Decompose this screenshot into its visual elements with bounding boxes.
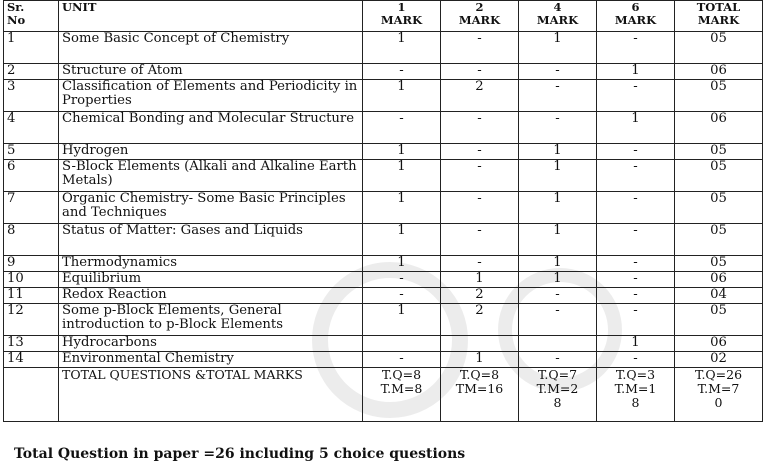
table-row <box>4 224 763 256</box>
header-4-mark: 4 MARK <box>519 1 597 32</box>
four-mark-cell: - <box>519 288 597 304</box>
six-mark-cell: - <box>597 272 675 288</box>
header-row <box>4 1 763 32</box>
two-mark-cell: 2 <box>441 304 519 336</box>
one-mark-cell: 1 <box>363 304 441 336</box>
sr-no-cell: 4 <box>4 112 59 144</box>
totals-label: TOTAL QUESTIONS &TOTAL MARKS <box>59 368 363 422</box>
four-mark-cell: - <box>519 304 597 336</box>
two-mark-cell: 2 <box>441 288 519 304</box>
table-row <box>4 160 763 192</box>
header-unit: UNIT <box>59 1 363 32</box>
total-mark-cell: 06 <box>675 272 763 288</box>
totals-two-mark-cell: T.Q=8 TM=16 <box>441 368 519 422</box>
sr-no-cell: 6 <box>4 160 59 192</box>
six-mark-cell: - <box>597 144 675 160</box>
header-total-mark: TOTAL MARK <box>675 1 763 32</box>
two-mark-cell: 1 <box>441 272 519 288</box>
four-mark-cell: - <box>519 112 597 144</box>
unit-name-cell: Classification of Elements and Periodicity in Properties <box>59 80 363 112</box>
one-mark-cell: 1 <box>363 144 441 160</box>
unit-name-cell: Thermodynamics <box>59 256 363 272</box>
sr-no-cell: 11 <box>4 288 59 304</box>
four-mark-cell: - <box>519 352 597 368</box>
total-mark-cell: 05 <box>675 32 763 64</box>
marks-table-container <box>3 0 762 422</box>
total-mark-cell: 05 <box>675 192 763 224</box>
sr-no-cell: 2 <box>4 64 59 80</box>
header-1-mark: 1 MARK <box>363 1 441 32</box>
total-mark-cell: 05 <box>675 144 763 160</box>
total-mark-cell: 06 <box>675 112 763 144</box>
four-mark-cell: - <box>519 64 597 80</box>
table-row <box>4 80 763 112</box>
header-2-mark: 2 MARK <box>441 1 519 32</box>
unit-name-cell: Some p-Block Elements, General introduction to p-Block Elements <box>59 304 363 336</box>
sr-no-cell: 3 <box>4 80 59 112</box>
header-sr-no: Sr. No <box>4 1 59 32</box>
two-mark-cell: - <box>441 144 519 160</box>
total-mark-cell: 05 <box>675 256 763 272</box>
total-mark-cell: 05 <box>675 160 763 192</box>
one-mark-cell: 1 <box>363 192 441 224</box>
sr-no-cell: 8 <box>4 224 59 256</box>
totals-total-mark-cell: T.Q=26 T.M=7 0 <box>675 368 763 422</box>
two-mark-cell: - <box>441 256 519 272</box>
table-row <box>4 192 763 224</box>
six-mark-cell: - <box>597 224 675 256</box>
unit-name-cell: Environmental Chemistry <box>59 352 363 368</box>
six-mark-cell: - <box>597 32 675 64</box>
sr-no-cell: 1 <box>4 32 59 64</box>
unit-name-cell: Structure of Atom <box>59 64 363 80</box>
one-mark-cell: - <box>363 288 441 304</box>
sr-no-cell: 9 <box>4 256 59 272</box>
table-row <box>4 304 763 336</box>
two-mark-cell: - <box>441 64 519 80</box>
unit-name-cell: Hydrocarbons <box>59 336 363 352</box>
two-mark-cell: - <box>441 160 519 192</box>
table-row <box>4 64 763 80</box>
one-mark-cell: 1 <box>363 80 441 112</box>
one-mark-cell: - <box>363 272 441 288</box>
totals-one-mark-cell: T.Q=8 T.M=8 <box>363 368 441 422</box>
total-mark-cell: 02 <box>675 352 763 368</box>
totals-six-mark-cell: T.Q=3 T.M=1 8 <box>597 368 675 422</box>
four-mark-cell: 1 <box>519 32 597 64</box>
total-mark-cell: 06 <box>675 64 763 80</box>
table-row <box>4 272 763 288</box>
total-mark-cell: 05 <box>675 224 763 256</box>
total-mark-cell: 06 <box>675 336 763 352</box>
four-mark-cell: 1 <box>519 144 597 160</box>
sr-no-cell: 13 <box>4 336 59 352</box>
unit-name-cell: Some Basic Concept of Chemistry <box>59 32 363 64</box>
four-mark-cell: 1 <box>519 192 597 224</box>
sr-no-cell: 5 <box>4 144 59 160</box>
six-mark-cell: 1 <box>597 112 675 144</box>
two-mark-cell <box>441 336 519 352</box>
table-row <box>4 144 763 160</box>
unit-name-cell: Chemical Bonding and Molecular Structure <box>59 112 363 144</box>
six-mark-cell: 1 <box>597 64 675 80</box>
six-mark-cell: - <box>597 256 675 272</box>
two-mark-cell: 2 <box>441 80 519 112</box>
one-mark-cell <box>363 336 441 352</box>
table-row <box>4 352 763 368</box>
unit-name-cell: Redox Reaction <box>59 288 363 304</box>
four-mark-cell: 1 <box>519 272 597 288</box>
total-question-note: Total Question in paper =26 including 5 choice questions <box>14 446 466 462</box>
two-mark-cell: 1 <box>441 352 519 368</box>
unit-name-cell: Status of Matter: Gases and Liquids <box>59 224 363 256</box>
totals-row <box>4 368 763 422</box>
one-mark-cell: - <box>363 112 441 144</box>
total-mark-cell: 04 <box>675 288 763 304</box>
unit-name-cell: Organic Chemistry- Some Basic Principles and Techniques <box>59 192 363 224</box>
six-mark-cell: - <box>597 160 675 192</box>
one-mark-cell: 1 <box>363 32 441 64</box>
one-mark-cell: 1 <box>363 256 441 272</box>
table-row <box>4 336 763 352</box>
four-mark-cell <box>519 336 597 352</box>
four-mark-cell: 1 <box>519 160 597 192</box>
six-mark-cell: - <box>597 352 675 368</box>
sr-no-cell: 14 <box>4 352 59 368</box>
one-mark-cell: 1 <box>363 224 441 256</box>
two-mark-cell: - <box>441 112 519 144</box>
sr-no-cell: 7 <box>4 192 59 224</box>
six-mark-cell: - <box>597 80 675 112</box>
two-mark-cell: - <box>441 32 519 64</box>
unit-name-cell: Equilibrium <box>59 272 363 288</box>
one-mark-cell: 1 <box>363 160 441 192</box>
two-mark-cell: - <box>441 224 519 256</box>
total-mark-cell: 05 <box>675 80 763 112</box>
total-mark-cell: 05 <box>675 304 763 336</box>
table-row <box>4 112 763 144</box>
totals-four-mark-cell: T.Q=7 T.M=2 8 <box>519 368 597 422</box>
four-mark-cell: 1 <box>519 256 597 272</box>
six-mark-cell: - <box>597 192 675 224</box>
marks-distribution-table <box>3 0 763 422</box>
six-mark-cell: 1 <box>597 336 675 352</box>
unit-name-cell: Hydrogen <box>59 144 363 160</box>
table-row <box>4 32 763 64</box>
six-mark-cell: - <box>597 288 675 304</box>
sr-no-cell: 12 <box>4 304 59 336</box>
header-6-mark: 6 MARK <box>597 1 675 32</box>
four-mark-cell: 1 <box>519 224 597 256</box>
totals-sr-cell <box>4 368 59 422</box>
one-mark-cell: - <box>363 64 441 80</box>
six-mark-cell: - <box>597 304 675 336</box>
two-mark-cell: - <box>441 192 519 224</box>
one-mark-cell: - <box>363 352 441 368</box>
four-mark-cell: - <box>519 80 597 112</box>
unit-name-cell: S-Block Elements (Alkali and Alkaline Earth Metals) <box>59 160 363 192</box>
table-row <box>4 288 763 304</box>
sr-no-cell: 10 <box>4 272 59 288</box>
table-row <box>4 256 763 272</box>
